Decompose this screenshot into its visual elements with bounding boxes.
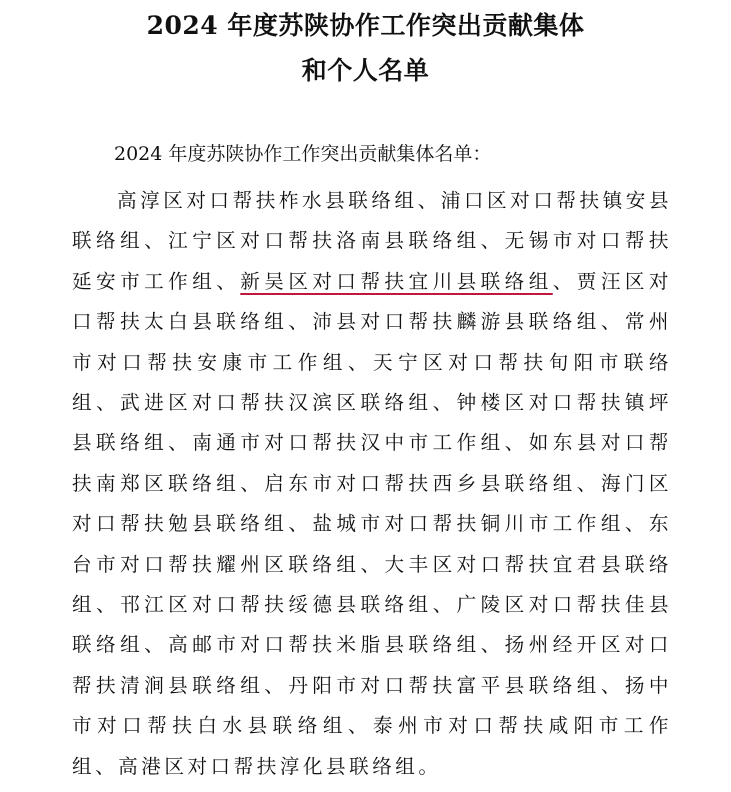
award-list-paragraph (72, 181, 672, 787)
document-title-line-1: 2024 年度苏陕协作工作突出贡献集体 (146, 11, 585, 40)
paragraph-text-after: 、贾汪区对口帮扶太白县联络组、沛县对口帮扶麟游县联络组、常州市对口帮扶安康市工作组、天宁区对口帮扶旬阳市联络组、武进区对口帮扶汉滨区联络组、钟楼区对口帮扶镇坪县联络组、南通市对口帮扶汉中市工作组、如东县对口帮扶南郑区联络组、启东市对口帮扶西乡县联络组、海门区对口帮扶勉县联络组、盐城市对口帮扶铜川市工作组、东台市对口帮扶耀州区联络组、大丰区对口帮扶宜君县联络组、邗江区对口帮扶绥德县联络组、广陵区对口帮扶佳县联络组、高邮市对口帮扶米脂县联络组、扬州经开区对口帮扶清涧县联络组、丹阳市对口帮扶富平县联络组、扬中市对口帮扶白水县联络组、泰州市对口帮扶咸阳市工作组、高港区对口帮扶淳化县联络组。 (72, 269, 673, 778)
document-title-line-2: 和个人名单 (301, 56, 430, 85)
highlighted-entry: 新吴区对口帮扶宜川县联络组 (240, 269, 553, 293)
section-heading: 2024 年度苏陕协作工作突出贡献集体名单： (114, 143, 492, 165)
paragraph-text-before: 高淳区对口帮扶柞水县联络组、浦口区对口帮扶镇安县联络组、江宁区对口帮扶洛南县联络组、无锡市对口帮扶延安市工作组、 (72, 189, 672, 293)
